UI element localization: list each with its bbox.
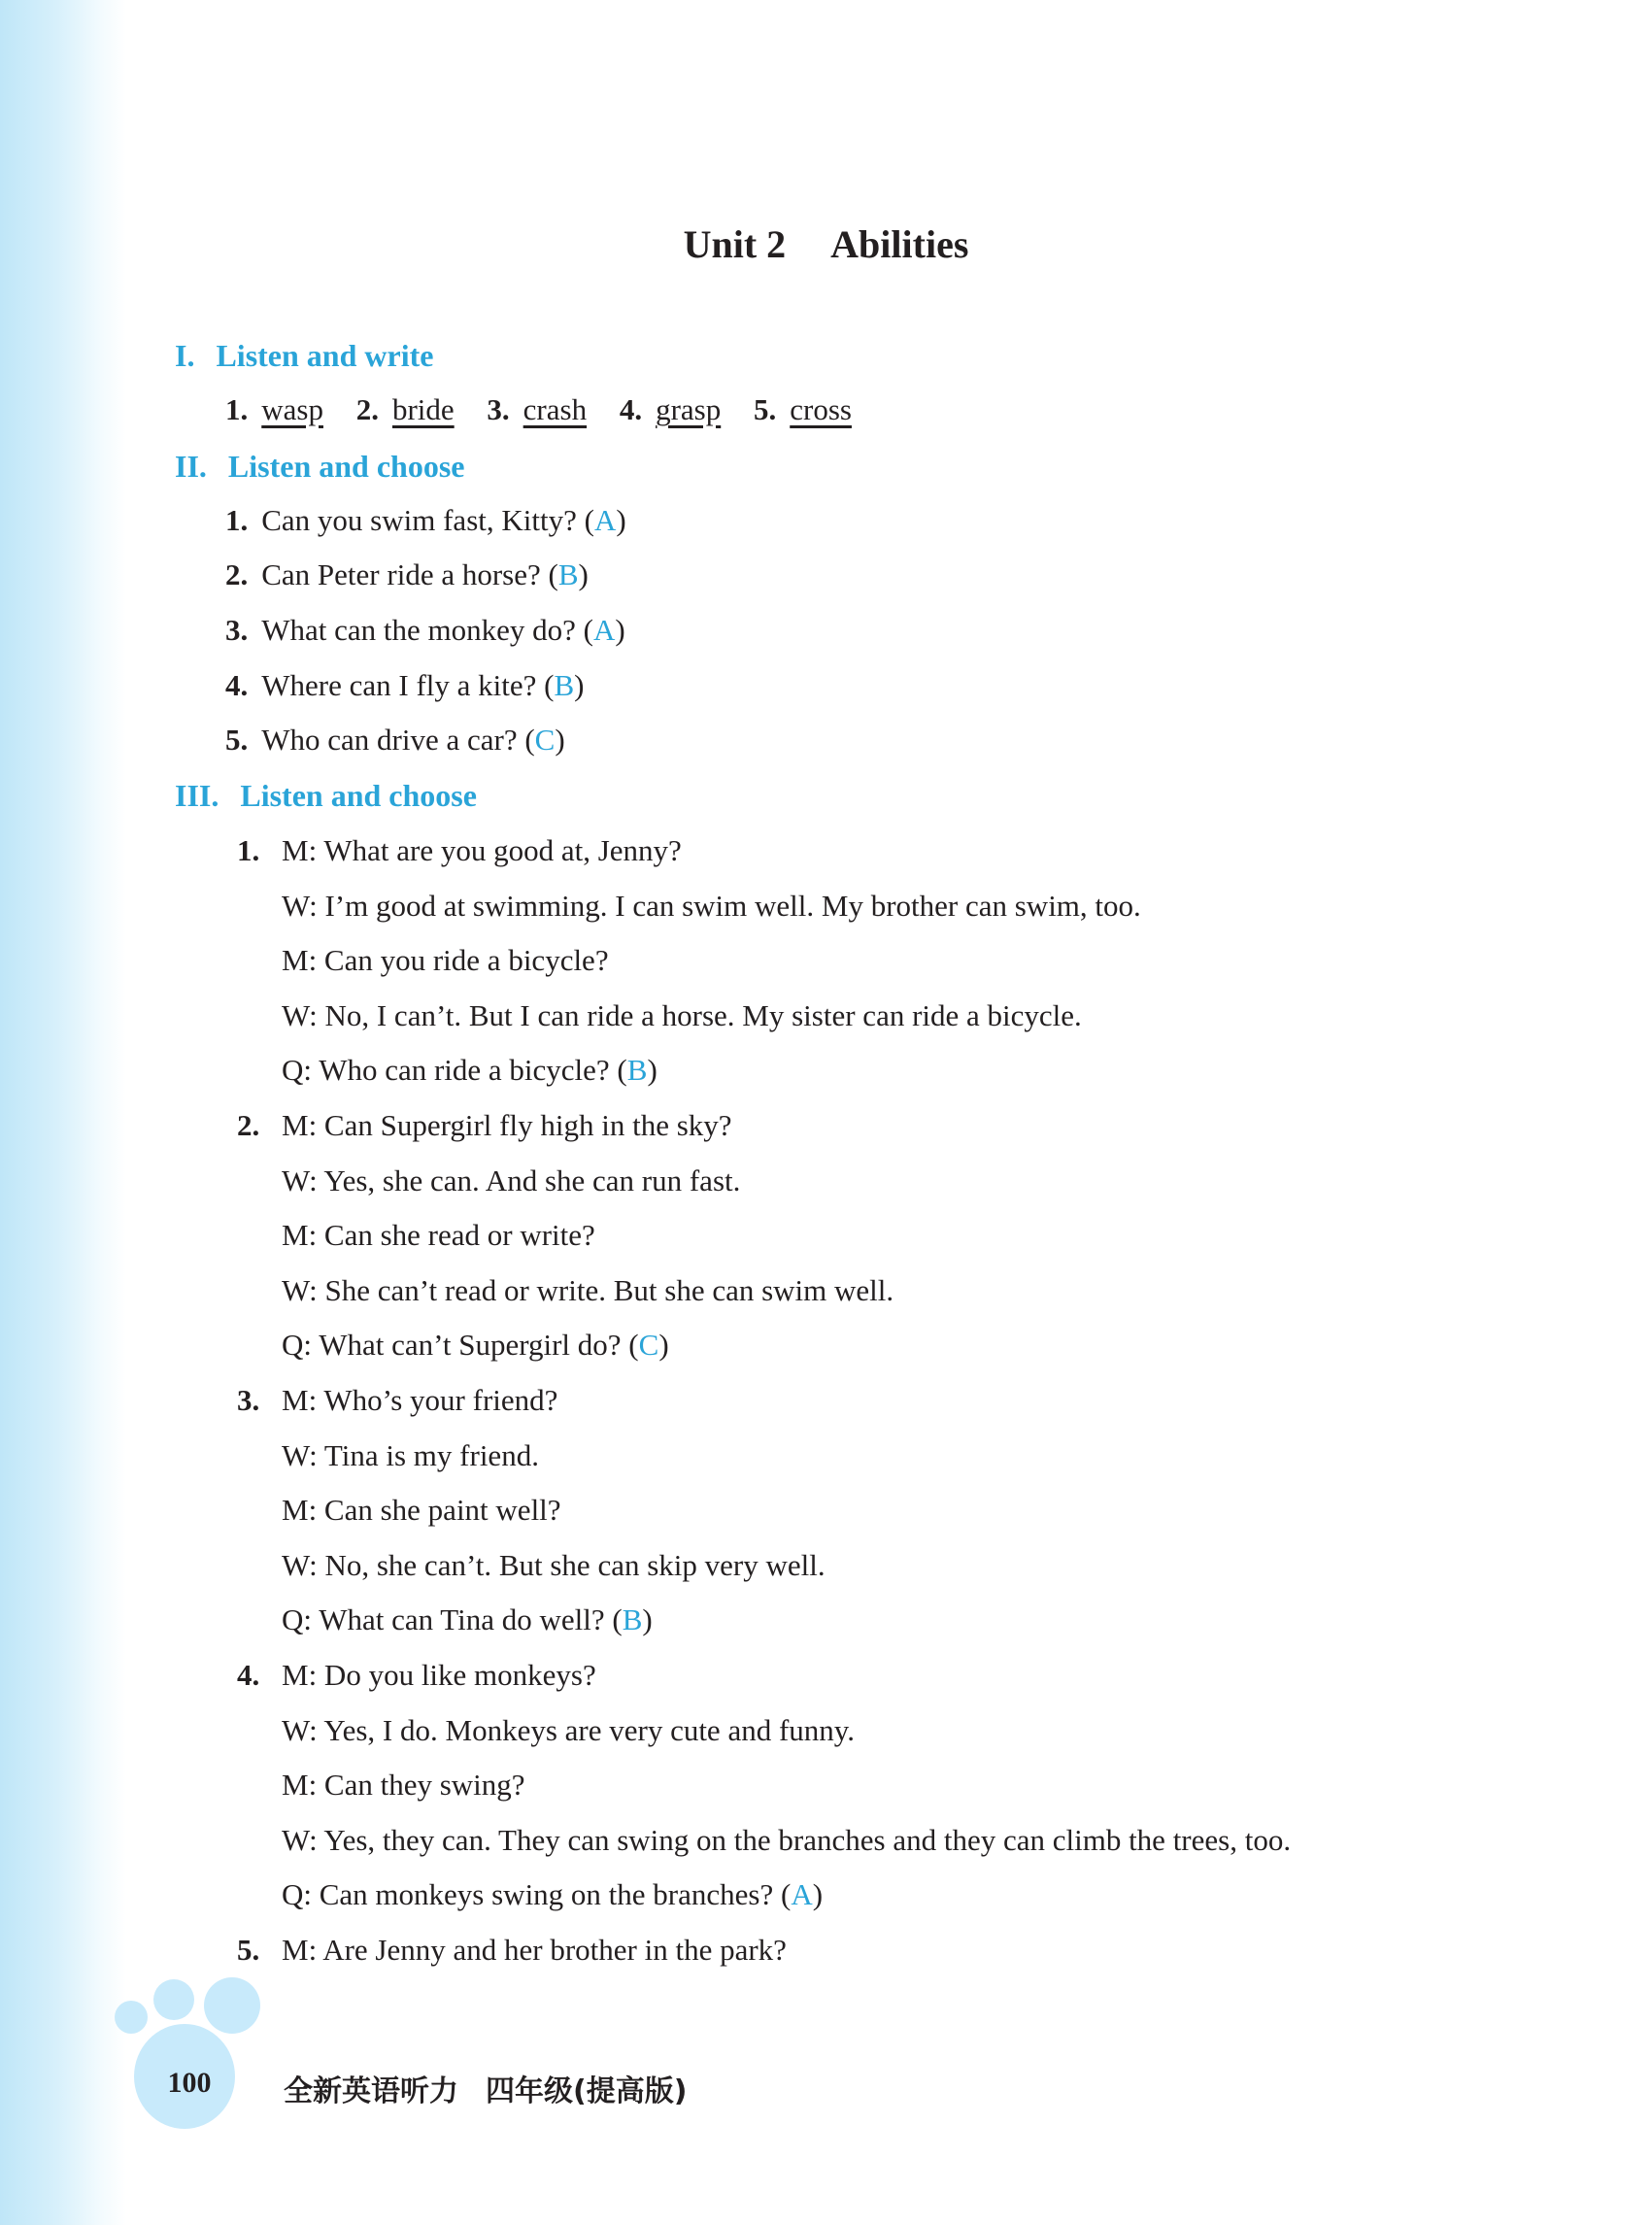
line-text: M: Do you like monkeys? [282, 1658, 596, 1692]
dialog-line [282, 1768, 525, 1803]
line-text: M: Can she read or write? [282, 1218, 595, 1252]
section-number: III. [175, 778, 219, 813]
line-text: M: What are you good at, Jenny? [282, 833, 682, 867]
line-text: W: Yes, she can. And she can run fast. [282, 1163, 741, 1197]
choose-item [225, 613, 625, 648]
answer: A [593, 503, 617, 537]
unit-label: Unit 2 [683, 222, 787, 266]
dialog-line [282, 1163, 740, 1198]
section-number: II. [175, 449, 207, 484]
dialog-line [282, 1493, 561, 1528]
page-number: 100 [167, 2067, 212, 2099]
choose-item [225, 723, 565, 758]
dialog-number: 5. [237, 1933, 260, 1967]
question-line [282, 1328, 669, 1363]
dialog-line [282, 1658, 596, 1693]
line-text: M: Can you ride a bicycle? [282, 943, 609, 977]
item-number: 5. [225, 723, 249, 757]
dialog-line [282, 1713, 855, 1748]
dialog-line [282, 1273, 893, 1308]
question-line [282, 1602, 653, 1637]
answer: A [791, 1877, 813, 1911]
paw-toe [204, 1977, 260, 2034]
section-title: Listen and write [216, 338, 434, 373]
paren-close: ) [658, 1328, 669, 1362]
paren-close: ) [615, 613, 625, 647]
word-item: crash [523, 392, 588, 426]
line-text: W: Tina is my friend. [282, 1438, 539, 1472]
line-text: W: Yes, they can. They can swing on the branches and they can climb the trees, too. [282, 1823, 1292, 1857]
answer: A [592, 613, 616, 647]
dialog-number: 4. [237, 1658, 260, 1692]
choose-item [225, 557, 589, 592]
dialog-line [282, 1108, 732, 1143]
dialog-line [282, 1383, 557, 1418]
line-text: Q: Can monkeys swing on the branches? ( [282, 1877, 792, 1911]
word-number: 1. [225, 392, 249, 426]
answer: B [557, 557, 579, 591]
question-line [282, 1877, 823, 1912]
paren-close: ) [578, 557, 589, 591]
line-text: M: Can Supergirl fly high in the sky? [282, 1108, 732, 1142]
item-text: Can Peter ride a horse? ( [261, 557, 558, 591]
paren-close: ) [574, 668, 585, 702]
choose-item [225, 503, 626, 538]
section-number: I. [175, 338, 195, 373]
word-number: 4. [619, 392, 643, 426]
word-number: 2. [355, 392, 379, 426]
section-title: Listen and choose [240, 778, 477, 813]
unit-name: Abilities [830, 222, 969, 266]
item-number: 4. [225, 668, 249, 702]
section-heading-2 [175, 449, 465, 485]
paren-close: ) [647, 1053, 657, 1087]
paw-toe [153, 1979, 194, 2020]
paw-toe [115, 2001, 148, 2034]
answer: C [534, 723, 556, 757]
item-number: 2. [225, 557, 249, 591]
dialog-line [282, 1933, 787, 1968]
paren-close: ) [616, 503, 626, 537]
dialog-line [282, 1548, 826, 1583]
line-text: Q: What can’t Supergirl do? ( [282, 1328, 639, 1362]
line-text: W: No, I can’t. But I can ride a horse. My sister can ride a bicycle. [282, 998, 1082, 1032]
item-text: What can the monkey do? ( [261, 613, 593, 647]
dialog-line [282, 1218, 595, 1253]
dialog-number: 1. [237, 833, 260, 867]
word-item: wasp [261, 392, 323, 426]
section-title: Listen and choose [227, 449, 465, 484]
answer: B [554, 668, 575, 702]
paren-close: ) [555, 723, 565, 757]
line-text: W: I’m good at swimming. I can swim well. My brother can swim, too. [282, 889, 1141, 923]
word-list [225, 392, 852, 427]
paren-close: ) [642, 1602, 653, 1636]
answer: B [622, 1602, 643, 1636]
word-number: 3. [487, 392, 510, 426]
dialog-line [282, 998, 1082, 1033]
dialog-line [282, 1438, 539, 1473]
question-line [282, 1053, 657, 1088]
word-item: bride [391, 392, 455, 426]
answer: C [638, 1328, 659, 1362]
dialog-number: 2. [237, 1108, 260, 1142]
item-text: Where can I fly a kite? ( [261, 668, 555, 702]
dialog-line [282, 833, 682, 868]
word-number: 5. [753, 392, 777, 426]
line-text: W: She can’t read or write. But she can swim well. [282, 1273, 894, 1307]
line-text: M: Who’s your friend? [282, 1383, 558, 1417]
item-number: 3. [225, 613, 249, 647]
book-title [284, 2067, 687, 2109]
side-color-band [0, 0, 126, 2225]
section-heading-1 [175, 338, 433, 374]
page-title [0, 221, 1652, 267]
line-text: M: Are Jenny and her brother in the park? [282, 1933, 787, 1967]
paren-close: ) [812, 1877, 824, 1911]
book-name: 全新英语听力 [284, 2074, 458, 2108]
line-text: M: Can they swing? [282, 1768, 525, 1802]
answer: B [626, 1053, 648, 1087]
line-text: W: No, she can’t. But she can skip very well. [282, 1548, 826, 1582]
item-number: 1. [225, 503, 249, 537]
dialog-line [282, 889, 1141, 924]
line-text: M: Can she paint well? [282, 1493, 561, 1527]
line-text: W: Yes, I do. Monkeys are very cute and funny. [282, 1713, 856, 1747]
line-text: Q: Who can ride a bicycle? ( [282, 1053, 627, 1087]
item-text: Can you swim fast, Kitty? ( [261, 503, 594, 537]
dialog-line [282, 943, 609, 978]
word-item: grasp [656, 392, 722, 426]
book-grade: 四年级(提高版) [486, 2074, 688, 2108]
section-heading-3 [175, 778, 477, 814]
dialog-line [282, 1823, 1291, 1858]
choose-item [225, 668, 584, 703]
item-text: Who can drive a car? ( [261, 723, 535, 757]
line-text: Q: What can Tina do well? ( [282, 1602, 623, 1636]
word-item: cross [790, 392, 852, 426]
dialog-number: 3. [237, 1383, 260, 1417]
